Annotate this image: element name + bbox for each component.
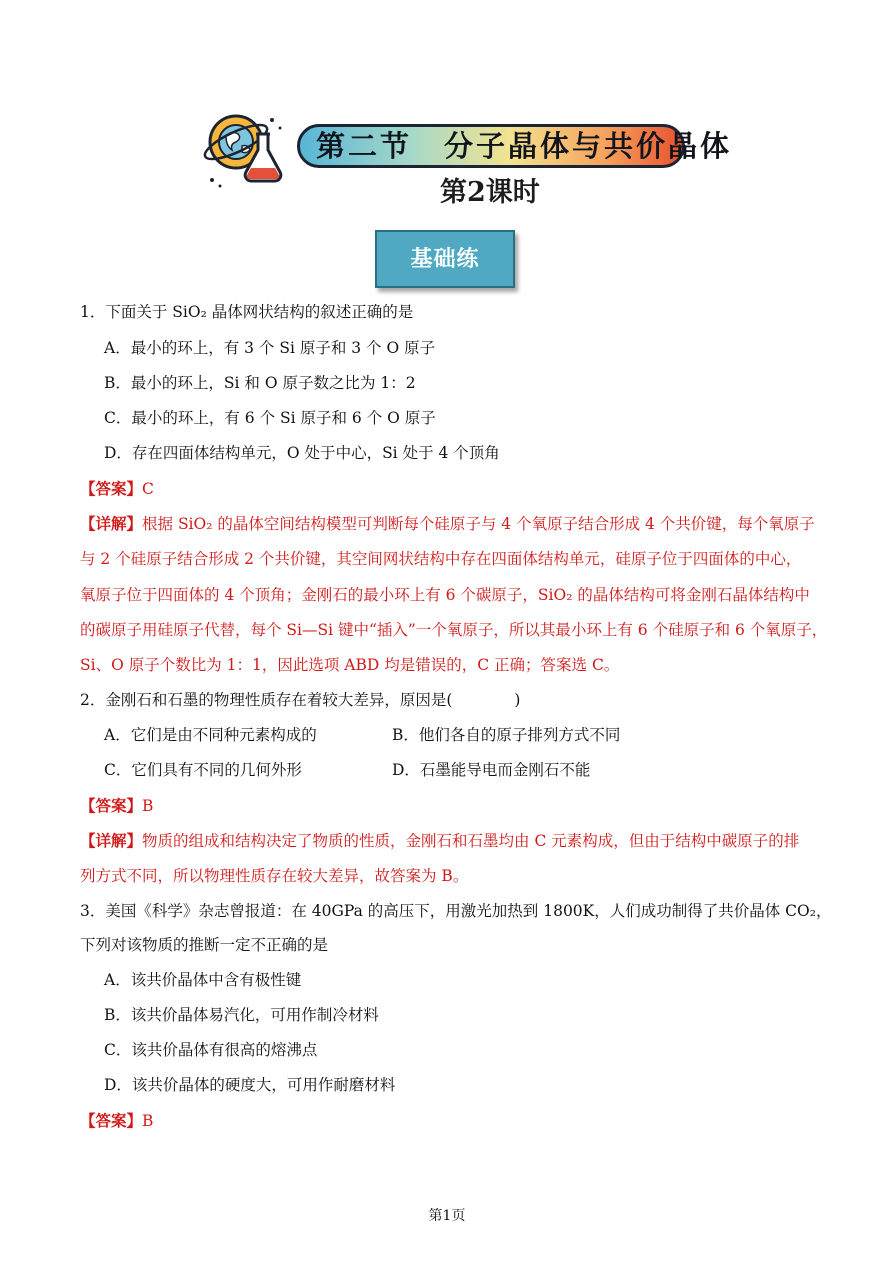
question-1-stem: 1．下面关于 SiO₂ 晶体网状结构的叙述正确的是	[80, 303, 414, 321]
question-1-explanation-line: Si、O 原子个数比为 1：1，因此选项 ABD 均是错误的，C 正确；答案选 C。	[80, 656, 620, 674]
question-1-option-c: C．最小的环上，有 6 个 Si 原子和 6 个 O 原子	[104, 409, 436, 427]
question-1-option-d: D．存在四面体结构单元，O 处于中心，Si 处于 4 个顶角	[104, 444, 500, 462]
lesson-number: 第2课时	[440, 177, 540, 208]
question-3-stem: 下列对该物质的推断一定不正确的是	[80, 936, 329, 954]
section-title: 第二节 分子晶体与共价晶体	[316, 129, 733, 163]
answer-label: 【答案】	[80, 479, 143, 498]
question-3-option-d: D．该共价晶体的硬度大，可用作耐磨材料	[104, 1076, 396, 1094]
question-2-option-b: B．他们各自的原子排列方式不同	[392, 726, 621, 744]
question-2-option-d: D．石墨能导电而金刚石不能	[392, 761, 591, 779]
question-1-answer	[80, 478, 154, 500]
question-2-stem: 2．金刚石和石墨的物理性质存在着较大差异，原因是( )	[80, 691, 521, 709]
explain-label: 【详解】	[80, 831, 143, 850]
question-3-option-a: A．该共价晶体中含有极性键	[104, 971, 302, 989]
question-3-option-b: B．该共价晶体易汽化，可用作制冷材料	[104, 1006, 379, 1024]
page-number: 第1页	[428, 1208, 466, 1224]
science-logo-icon	[200, 108, 296, 192]
practice-level-tag: 基础练	[375, 230, 515, 288]
explanation-text: 物质的组成和结构决定了物质的性质，金刚石和石墨均由 C 元素构成，但由于结构中碳原子的排	[142, 832, 800, 850]
question-1-option-b: B．最小的环上，Si 和 O 原子数之比为 1：2	[104, 374, 416, 392]
question-1-explanation-line: 氧原子位于四面体的 4 个顶角；金刚石的最小环上有 6 个碳原子，SiO₂ 的晶体结构可将金刚石晶体结构中	[80, 586, 810, 604]
question-2-option-c: C．它们具有不同的几何外形	[104, 761, 302, 779]
question-1-explanation-line: 的碳原子用硅原子代替，每个 Si—Si 键中“插入”一个氧原子，所以其最小环上有 6 个硅原子和 6 个氧原子，	[80, 621, 828, 639]
question-3-answer	[80, 1110, 153, 1132]
answer-value: B	[142, 1112, 154, 1130]
question-2-option-a: A．它们是由不同种元素构成的	[104, 726, 317, 744]
question-3-option-c: C．该共价晶体有很高的熔沸点	[104, 1041, 318, 1059]
question-2-explanation-line: 列方式不同，所以物理性质存在较大差异，故答案为 B。	[80, 867, 469, 885]
question-3-stem: 3．美国《科学》杂志曾报道：在 40GPa 的高压下，用激光加热到 1800K，人们成功制得了共价晶体 CO₂，	[80, 902, 832, 920]
question-2-explanation-line	[80, 830, 799, 852]
question-1-option-a: A．最小的环上，有 3 个 Si 原子和 3 个 O 原子	[104, 339, 436, 357]
question-1-explanation-line: 与 2 个硅原子结合形成 2 个共价键，其空间网状结构中存在四面体结构单元，硅原子位于四面体的中心，	[80, 550, 802, 568]
answer-value: C	[142, 480, 154, 498]
answer-label: 【答案】	[80, 796, 143, 815]
answer-label: 【答案】	[80, 1111, 143, 1130]
explain-label: 【详解】	[80, 514, 143, 533]
answer-value: B	[142, 797, 154, 815]
question-2-answer	[80, 795, 153, 817]
explanation-text: 根据 SiO₂ 的晶体空间结构模型可判断每个硅原子与 4 个氧原子结合形成 4 个共价键，每个氧原子	[142, 515, 815, 533]
question-1-explanation-line	[80, 513, 815, 535]
